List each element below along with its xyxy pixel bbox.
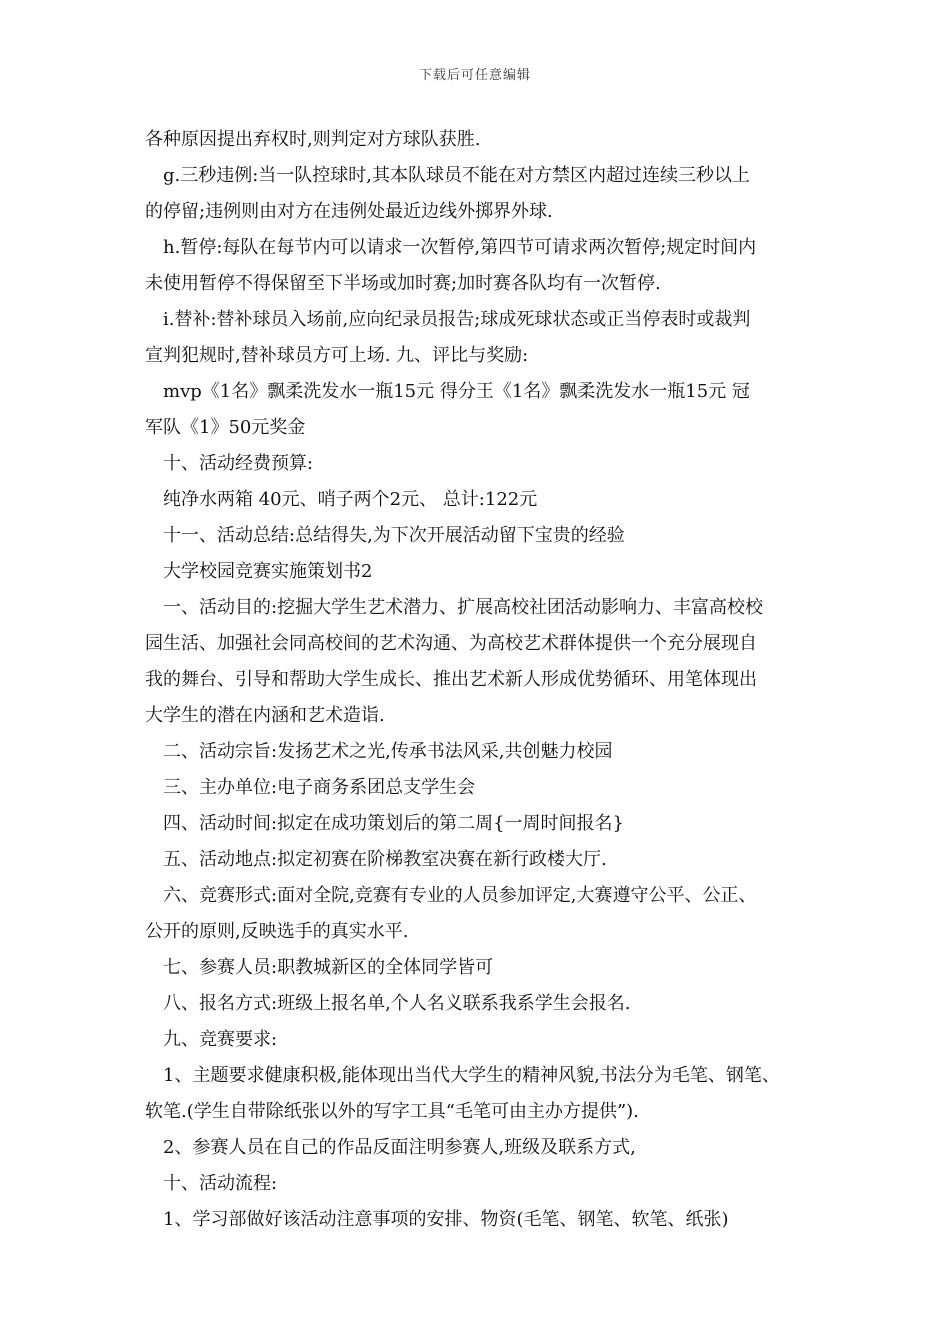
text-line: 我的舞台、引导和帮助大学生成长、推出艺术新人形成优势循环、用笔体现出 xyxy=(145,669,757,690)
text-line: g.三秒违例:当一队控球时,其本队球员不能在对方禁区内超过连续三秒以上 xyxy=(163,165,751,186)
text-line: i.替补:替补球员入场前,应向纪录员报告;球成死球状态或正当停表时或裁判 xyxy=(163,309,751,330)
page-header: 下载后可任意编辑 xyxy=(418,68,531,83)
text-line: 八、报名方式:班级上报名单,个人名义联系我系学生会报名. xyxy=(163,993,631,1014)
text-line: 十、活动经费预算: xyxy=(163,453,314,474)
text-line: 1、主题要求健康积极,能体现出当代大学生的精神风貌,书法分为毛笔、钢笔、 xyxy=(163,1065,780,1086)
text-line: h.暂停:每队在每节内可以请求一次暂停,第四节可请求两次暂停;规定时间内 xyxy=(163,237,757,258)
text-line: 1、学习部做好该活动注意事项的安排、物资(毛笔、钢笔、软笔、纸张) xyxy=(163,1209,729,1230)
text-line: 三、主办单位:电子商务系团总支学生会 xyxy=(163,777,476,798)
text-line: 公开的原则,反映选手的真实水平. xyxy=(145,921,409,942)
text-line: 十一、活动总结:总结得失,为下次开展活动留下宝贵的经验 xyxy=(163,525,625,546)
text-line: 2、参赛人员在自己的作品反面注明参赛人,班级及联系方式, xyxy=(163,1137,636,1158)
text-line: 九、竞赛要求: xyxy=(163,1029,278,1050)
text-line: 十、活动流程: xyxy=(163,1173,278,1194)
text-line: 军队《1》50元奖金 xyxy=(145,417,306,438)
text-line: 宣判犯规时,替补球员方可上场. 九、评比与奖励: xyxy=(145,345,529,366)
text-line: 园生活、加强社会同高校间的艺术沟通、为高校艺术群体提供一个充分展现自 xyxy=(145,633,757,654)
document-body xyxy=(145,122,817,1238)
text-line: 的停留;违例则由对方在违例处最近边线外掷界外球. xyxy=(145,201,553,222)
text-line: 纯净水两箱 40元、哨子两个2元、 总计:122元 xyxy=(163,489,538,510)
text-line: 七、参赛人员:职教城新区的全体同学皆可 xyxy=(163,957,494,978)
text-line: 大学生的潜在内涵和艺术造诣. xyxy=(145,705,385,726)
text-line: 未使用暂停不得保留至下半场或加时赛;加时赛各队均有一次暂停. xyxy=(145,273,661,294)
text-line: 五、活动地点:拟定初赛在阶梯教室决赛在新行政楼大厅. xyxy=(163,849,607,870)
text-line: 六、竞赛形式:面对全院,竞赛有专业的人员参加评定,大赛遵守公平、公正、 xyxy=(163,885,757,906)
text-line: 一、活动目的:挖掘大学生艺术潜力、扩展高校社团活动影响力、丰富高校校 xyxy=(163,597,764,618)
text-line: mvp《1名》飘柔洗发水一瓶15元 得分王《1名》飘柔洗发水一瓶15元 冠 xyxy=(163,381,750,402)
text-line: 软笔.(学生自带除纸张以外的写字工具“毛笔可由主办方提供”). xyxy=(145,1101,639,1122)
text-line: 四、活动时间:拟定在成功策划后的第二周{一周时间报名} xyxy=(163,813,624,834)
text-line: 各种原因提出弃权时,则判定对方球队获胜. xyxy=(145,129,481,150)
text-line: 大学校园竞赛实施策划书2 xyxy=(163,561,373,582)
text-line: 二、活动宗旨:发扬艺术之光,传承书法风采,共创魅力校园 xyxy=(163,741,613,762)
